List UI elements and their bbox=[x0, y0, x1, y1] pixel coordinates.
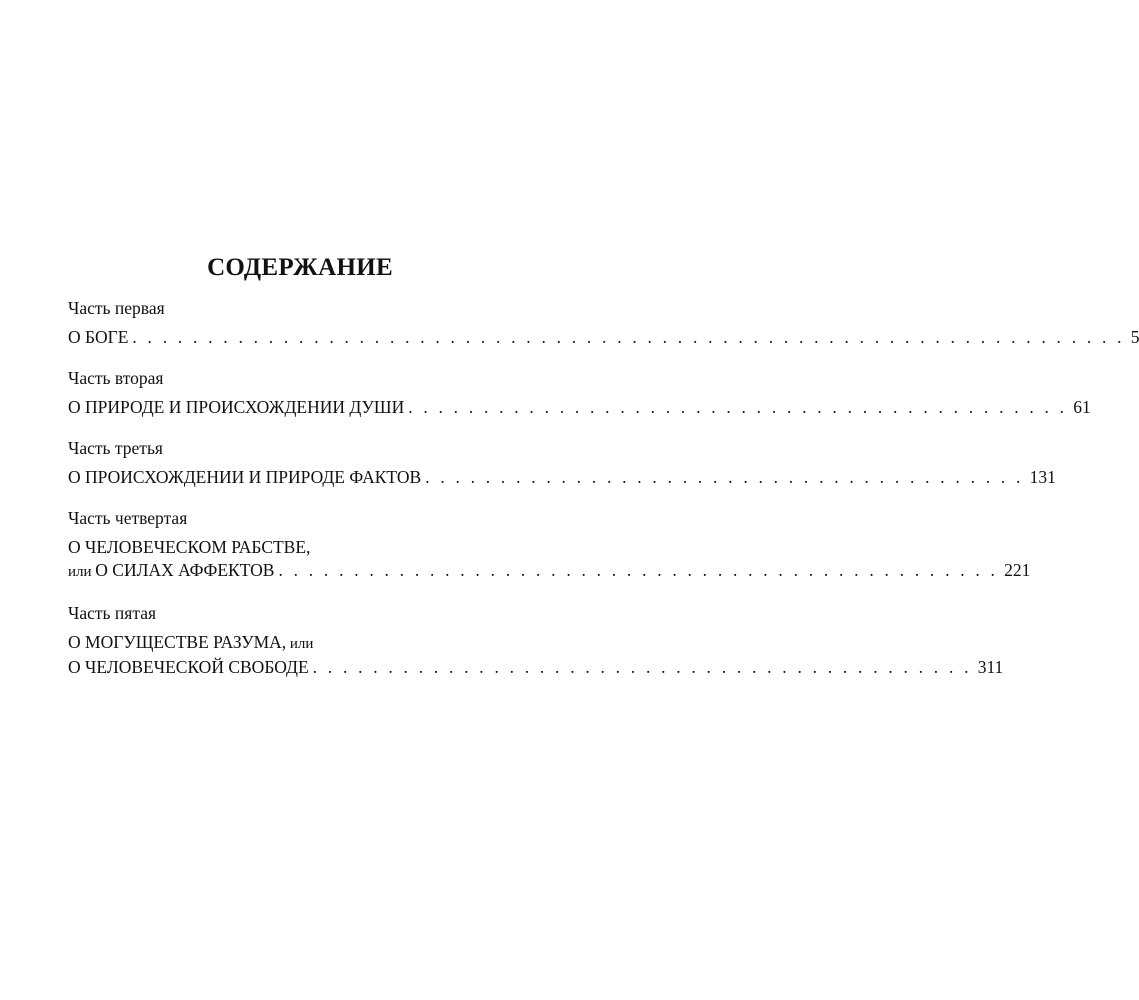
part-label: Часть вторая bbox=[68, 368, 164, 388]
part-label: Часть первая bbox=[68, 298, 165, 318]
entry-title bbox=[68, 631, 313, 656]
page-number: 5 bbox=[1130, 327, 1139, 347]
entry-title-continued bbox=[68, 559, 274, 584]
toc-entry[interactable] bbox=[68, 536, 1031, 584]
entry-title-continued: О ЧЕЛОВЕЧЕСКОЙ СВОБОДЕ bbox=[68, 657, 309, 677]
toc-line bbox=[68, 466, 1056, 489]
dot-leader: . . . . . . . . . . . . . . . . . . . . . . . . . . . . . . . . . . . . . . . . bbox=[425, 467, 1024, 487]
dot-leader: . . . . . . . . . . . . . . . . . . . . . . . . . . . . . . . . . . . . . . . . . . . . . . . . . . . . . . . . . . . . . . . . . . bbox=[132, 327, 1125, 347]
entry-title: О ЧЕЛОВЕЧЕСКОМ РАБСТВЕ, bbox=[68, 537, 311, 557]
dot-leader: . . . . . . . . . . . . . . . . . . . . . . . . . . . . . . . . . . . . . . . . . . . . bbox=[312, 657, 972, 677]
entry-prefix: или bbox=[68, 564, 96, 580]
toc-title: СОДЕРЖАНИЕ bbox=[207, 254, 393, 281]
entry-suffix: или bbox=[286, 636, 314, 652]
part-label: Часть четвертая bbox=[68, 508, 188, 528]
toc-line bbox=[68, 536, 532, 559]
toc-line bbox=[68, 326, 1139, 349]
dot-leader: . . . . . . . . . . . . . . . . . . . . . . . . . . . . . . . . . . . . . . . . . . . . bbox=[408, 397, 1068, 417]
page-number: 221 bbox=[1004, 560, 1031, 580]
page-number: 61 bbox=[1073, 397, 1091, 417]
toc-line bbox=[68, 396, 1091, 419]
toc-entry[interactable] bbox=[68, 326, 1139, 349]
entry-title-text: О СИЛАХ АФФЕКТОВ bbox=[95, 560, 275, 580]
page-number: 311 bbox=[977, 657, 1004, 677]
toc-line bbox=[68, 559, 1031, 584]
page-number: 131 bbox=[1029, 467, 1056, 487]
table-of-contents bbox=[68, 296, 1139, 679]
part-label: Часть третья bbox=[68, 438, 163, 458]
toc-line bbox=[68, 631, 532, 656]
entry-title: О ПРИРОДЕ И ПРОИСХОЖДЕНИИ ДУШИ bbox=[68, 397, 405, 417]
toc-entry[interactable] bbox=[68, 396, 1091, 419]
entry-title: О БОГЕ bbox=[68, 327, 129, 347]
dot-leader: . . . . . . . . . . . . . . . . . . . . . . . . . . . . . . . . . . . . . . . . . . . . . . . . bbox=[278, 560, 999, 580]
toc-part-5 bbox=[68, 601, 1004, 679]
entry-title-text: О МОГУЩЕСТВЕ РАЗУМА, bbox=[68, 632, 287, 652]
toc-part-2 bbox=[68, 366, 1091, 419]
toc-part-3 bbox=[68, 436, 1056, 489]
part-label: Часть пятая bbox=[68, 603, 157, 623]
toc-part-1 bbox=[68, 296, 1139, 349]
toc-line bbox=[68, 656, 1004, 679]
entry-title: О ПРОИСХОЖДЕНИИ И ПРИРОДЕ ФАКТОВ bbox=[68, 467, 422, 487]
toc-entry[interactable] bbox=[68, 631, 1004, 679]
toc-part-4 bbox=[68, 506, 1031, 584]
toc-entry[interactable] bbox=[68, 466, 1056, 489]
